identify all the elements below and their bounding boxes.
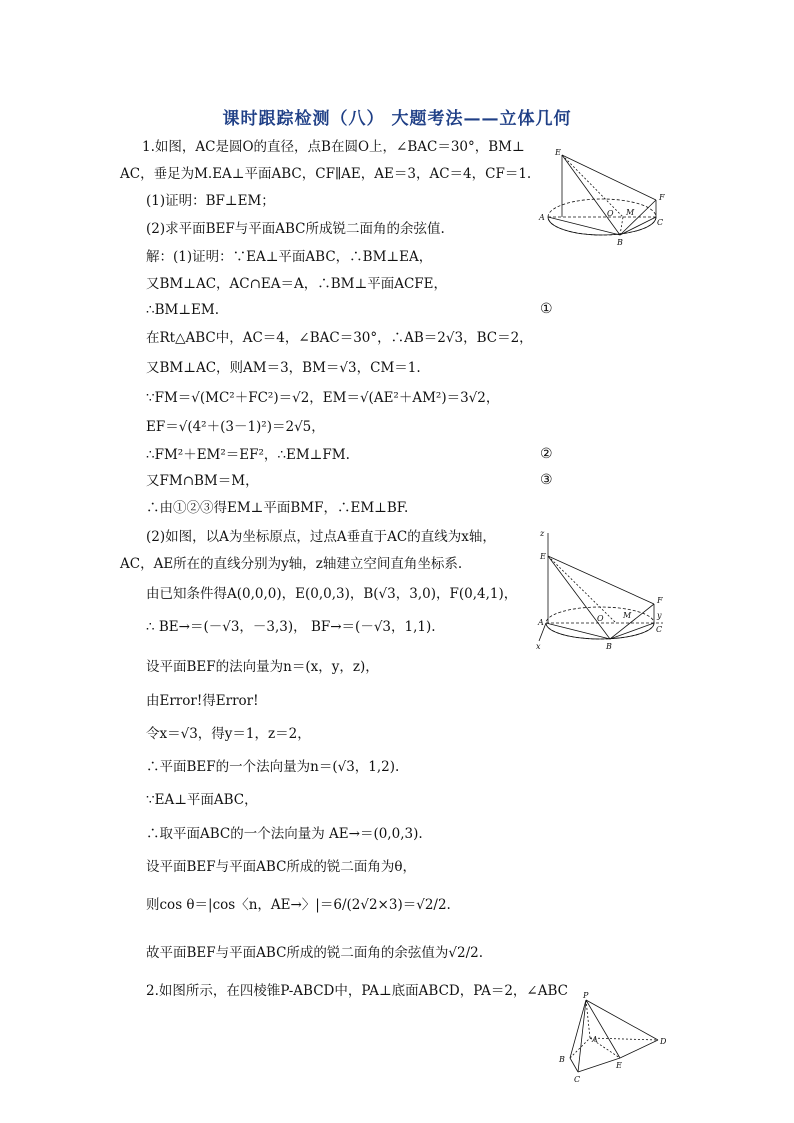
text-line: ∴由①②③得EM⊥平面BMF，∴EM⊥BF. [146, 500, 409, 516]
label-e: E [616, 1061, 622, 1070]
text-line: ∴BM⊥EM. [146, 302, 219, 318]
label-a: A [592, 1035, 598, 1044]
label-o: O [597, 614, 604, 623]
text-line: 2.如图所示，在四棱锥P-ABCD中，PA⊥底面ABCD，PA＝2，∠ABC [146, 983, 568, 999]
label-d: D [660, 1037, 667, 1046]
text-line: 1.如图，AC是圆O的直径，点B在圆O上，∠BAC＝30°，BM⊥ [142, 139, 525, 155]
label-e: E [540, 552, 546, 561]
label-o: O [607, 209, 614, 218]
label-c: C [657, 218, 664, 227]
page-title: 课时跟踪检测（八） 大题考法——立体几何 [222, 109, 572, 129]
label-y: y [657, 611, 662, 620]
text-line: ∴取平面ABC的一个法向量为 AE→＝(0,0,3). [146, 826, 423, 842]
text-line: 设平面BEF与平面ABC所成的锐二面角为θ， [146, 859, 417, 875]
text-line: AC，AE所在的直线分别为y轴，z轴建立空间直角坐标系. [120, 556, 463, 572]
label-e: E [555, 148, 561, 157]
label-p: P [583, 991, 589, 1000]
text-line: 由Error!得Error! [146, 693, 259, 709]
label-c: C [574, 1075, 581, 1084]
text-line: ∴ BE→＝(－√3，－3,3)， BF→＝(－√3，1,1). [146, 619, 436, 635]
text-line: 设平面BEF的法向量为n＝(x，y，z)， [146, 659, 379, 675]
text-line: 则cos θ＝|cos〈n，AE→〉|＝6/(2√2×3)＝√2/2. [146, 897, 451, 913]
text-line: 在Rt△ABC中，AC＝4，∠BAC＝30°，∴AB＝2√3，BC＝2， [146, 330, 533, 346]
text-line: 又BM⊥AC，AC∩EA＝A，∴BM⊥平面ACFE， [146, 276, 448, 292]
label-a: A [539, 213, 545, 222]
text-line: 由已知条件得A(0,0,0)，E(0,0,3)，B(√3，3,0)，F(0,4,1)， [146, 586, 518, 602]
geometry-figure-3 [548, 990, 678, 1090]
text-line: (1)证明：BF⊥EM； [146, 193, 275, 209]
label-f: F [657, 596, 663, 605]
label-c: C [656, 625, 663, 634]
text-line: (2)求平面BEF与平面ABC所成锐二面角的余弦值. [146, 221, 445, 237]
text-line: 故平面BEF与平面ABC所成的锐二面角的余弦值为√2/2. [146, 945, 484, 961]
text-line: EF＝√(4²＋(3－1)²)＝2√5， [146, 419, 325, 435]
label-b: B [617, 238, 623, 247]
label-b: B [559, 1055, 565, 1064]
text-line: 令x＝√3，得y＝1，z＝2， [146, 726, 311, 742]
text-line: 又FM∩BM＝M， [146, 473, 259, 489]
marker-1: ① [540, 301, 553, 317]
text-line: ∴FM²＋EM²＝EF²，∴EM⊥FM. [146, 447, 350, 463]
label-a: A [538, 618, 544, 627]
text-line: AC，垂足为M.EA⊥平面ABC，CF∥AE，AE＝3，AC＝4，CF＝1. [120, 166, 532, 182]
text-line: 又BM⊥AC，则AM＝3，BM＝√3，CM＝1. [146, 360, 421, 376]
marker-2: ② [540, 446, 553, 462]
label-b: B [606, 642, 612, 651]
geometry-figure-1 [535, 145, 665, 250]
label-m: M [623, 611, 632, 620]
text-line: ∵EA⊥平面ABC， [146, 792, 258, 808]
marker-3: ③ [540, 472, 553, 488]
text-line: 解：(1)证明：∵EA⊥平面ABC，∴BM⊥EA， [146, 249, 433, 265]
geometry-figure-2 [535, 528, 665, 653]
text-line: (2)如图，以A为坐标原点，过点A垂直于AC的直线为x轴， [146, 529, 496, 545]
label-f: F [659, 193, 665, 202]
label-m: M [626, 208, 635, 217]
label-z: z [540, 529, 545, 538]
label-x: x [536, 642, 541, 651]
text-line: ∴平面BEF的一个法向量为n＝(√3，1,2). [146, 759, 400, 775]
text-line: ∵FM＝√(MC²＋FC²)＝√2，EM＝√(AE²＋AM²)＝3√2， [146, 390, 500, 406]
